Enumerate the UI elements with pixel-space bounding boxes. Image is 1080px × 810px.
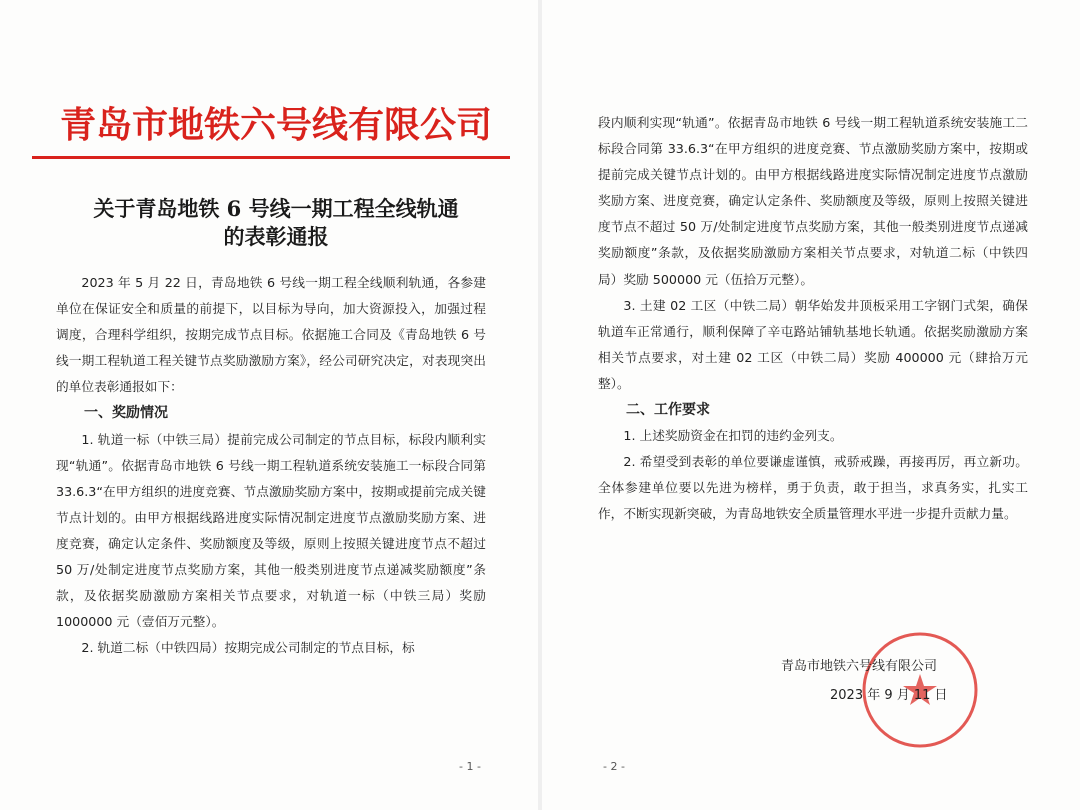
page-1 — [0, 0, 538, 810]
section-1-heading: 一、奖励情况 — [84, 405, 168, 422]
intro-paragraph: 2023 年 5 月 22 日，青岛地铁 6 号线一期工程全线顺利轨通，各参建单位在保证安全和质量的前提下，以目标为导向，加大资源投入，加强过程调度，合理科学组织，按期完成节点目标。依据施工合同及《青岛地铁 6 号线一期工程轨道工程关键节点奖励激励方案》，经公司研究决定，对表现突出的单位表彰通报如下： — [56, 275, 486, 395]
page-number-1: - 1 - — [459, 760, 481, 773]
section-2-heading: 二、工作要求 — [626, 402, 710, 419]
award-item-2-continued: 段内顺利实现“轨通”。依据青岛市地铁 6 号线一期工程轨道系统安装施工二标段合同第 33.6.3“在甲方组织的进度竞赛、节点激励奖励方案中，按期或提前完成关键节点计划的。由甲方根据线路进度实际情况制定进度节点激励奖励方案、进度竞赛，确定认定条件、奖励额度及等级，原则上按照关键进度节点不超过 50 万/处制定进度节点奖励方案，其他一般类别进度节点递减奖励额度”条款，及依据奖励激励方案相关节点要求，对轨道二标（中铁四局）奖励 500000 元（伍拾万元整）。 — [598, 115, 1028, 287]
signature-date: 2023 年 9 月 11 日 — [830, 688, 948, 703]
award-item-3: 3. 土建 02 工区（中铁二局）朝华始发井顶板采用工字钢门式架，确保轨道车正常通行，顺利保障了辛屯路站铺轨基地长轨通。依据奖励激励方案相关节点要求，对土建 02 工区（中铁二局）奖励 400000 元（肆拾万元整）。 — [598, 297, 1028, 391]
letterhead-title: 青岛市地铁六号线有限公司 — [60, 104, 493, 146]
requirement-1: 1. 上述奖励资金在扣罚的违约金列支。 — [623, 428, 843, 444]
page-number-2: - 2 - — [603, 760, 625, 773]
requirement-2: 2. 希望受到表彰的单位要谦虚谨慎，戒骄戒躁，再接再厉，再立新功。全体参建单位要以先进为榜样，勇于负责，敢于担当，求真务实，扎实工作，不断实现新突破，为青岛地铁安全质量管理水平进一步提升贡献力量。 — [598, 454, 1028, 522]
award-item-2-start: 2. 轨道二标（中铁四局）按期完成公司制定的节点目标，标 — [81, 640, 415, 656]
award-item-1: 1. 轨道一标（中铁三局）提前完成公司制定的节点目标，标段内顺利实现“轨通”。依据青岛市地铁 6 号线一期工程轨道系统安装施工一标段合同第 33.6.3“在甲方组织的进度竞赛、节点激励奖励方案中，按期或提前完成关键节点计划的。由甲方根据线路进度实际情况制定进度节点激励奖励方案、进度竞赛，确定认定条件、奖励额度及等级，原则上按照关键进度节点不超过 50 万/处制定进度节点奖励方案，其他一般类别进度节点递减奖励额度”条款，及依据奖励激励方案相关节点要求，对轨道一标（中铁三局）奖励 1000000 元（壹佰万元整）。 — [56, 431, 486, 630]
document-title-line-2: 的表彰通报 — [223, 224, 329, 249]
page-1-body — [56, 270, 486, 661]
page-2-body — [598, 110, 1028, 528]
signature-organization: 青岛市地铁六号线有限公司 — [781, 659, 938, 674]
document-title-line-1: 关于青岛地铁 6 号线一期工程全线轨通 — [93, 196, 459, 221]
letterhead-red-rule — [32, 156, 510, 159]
